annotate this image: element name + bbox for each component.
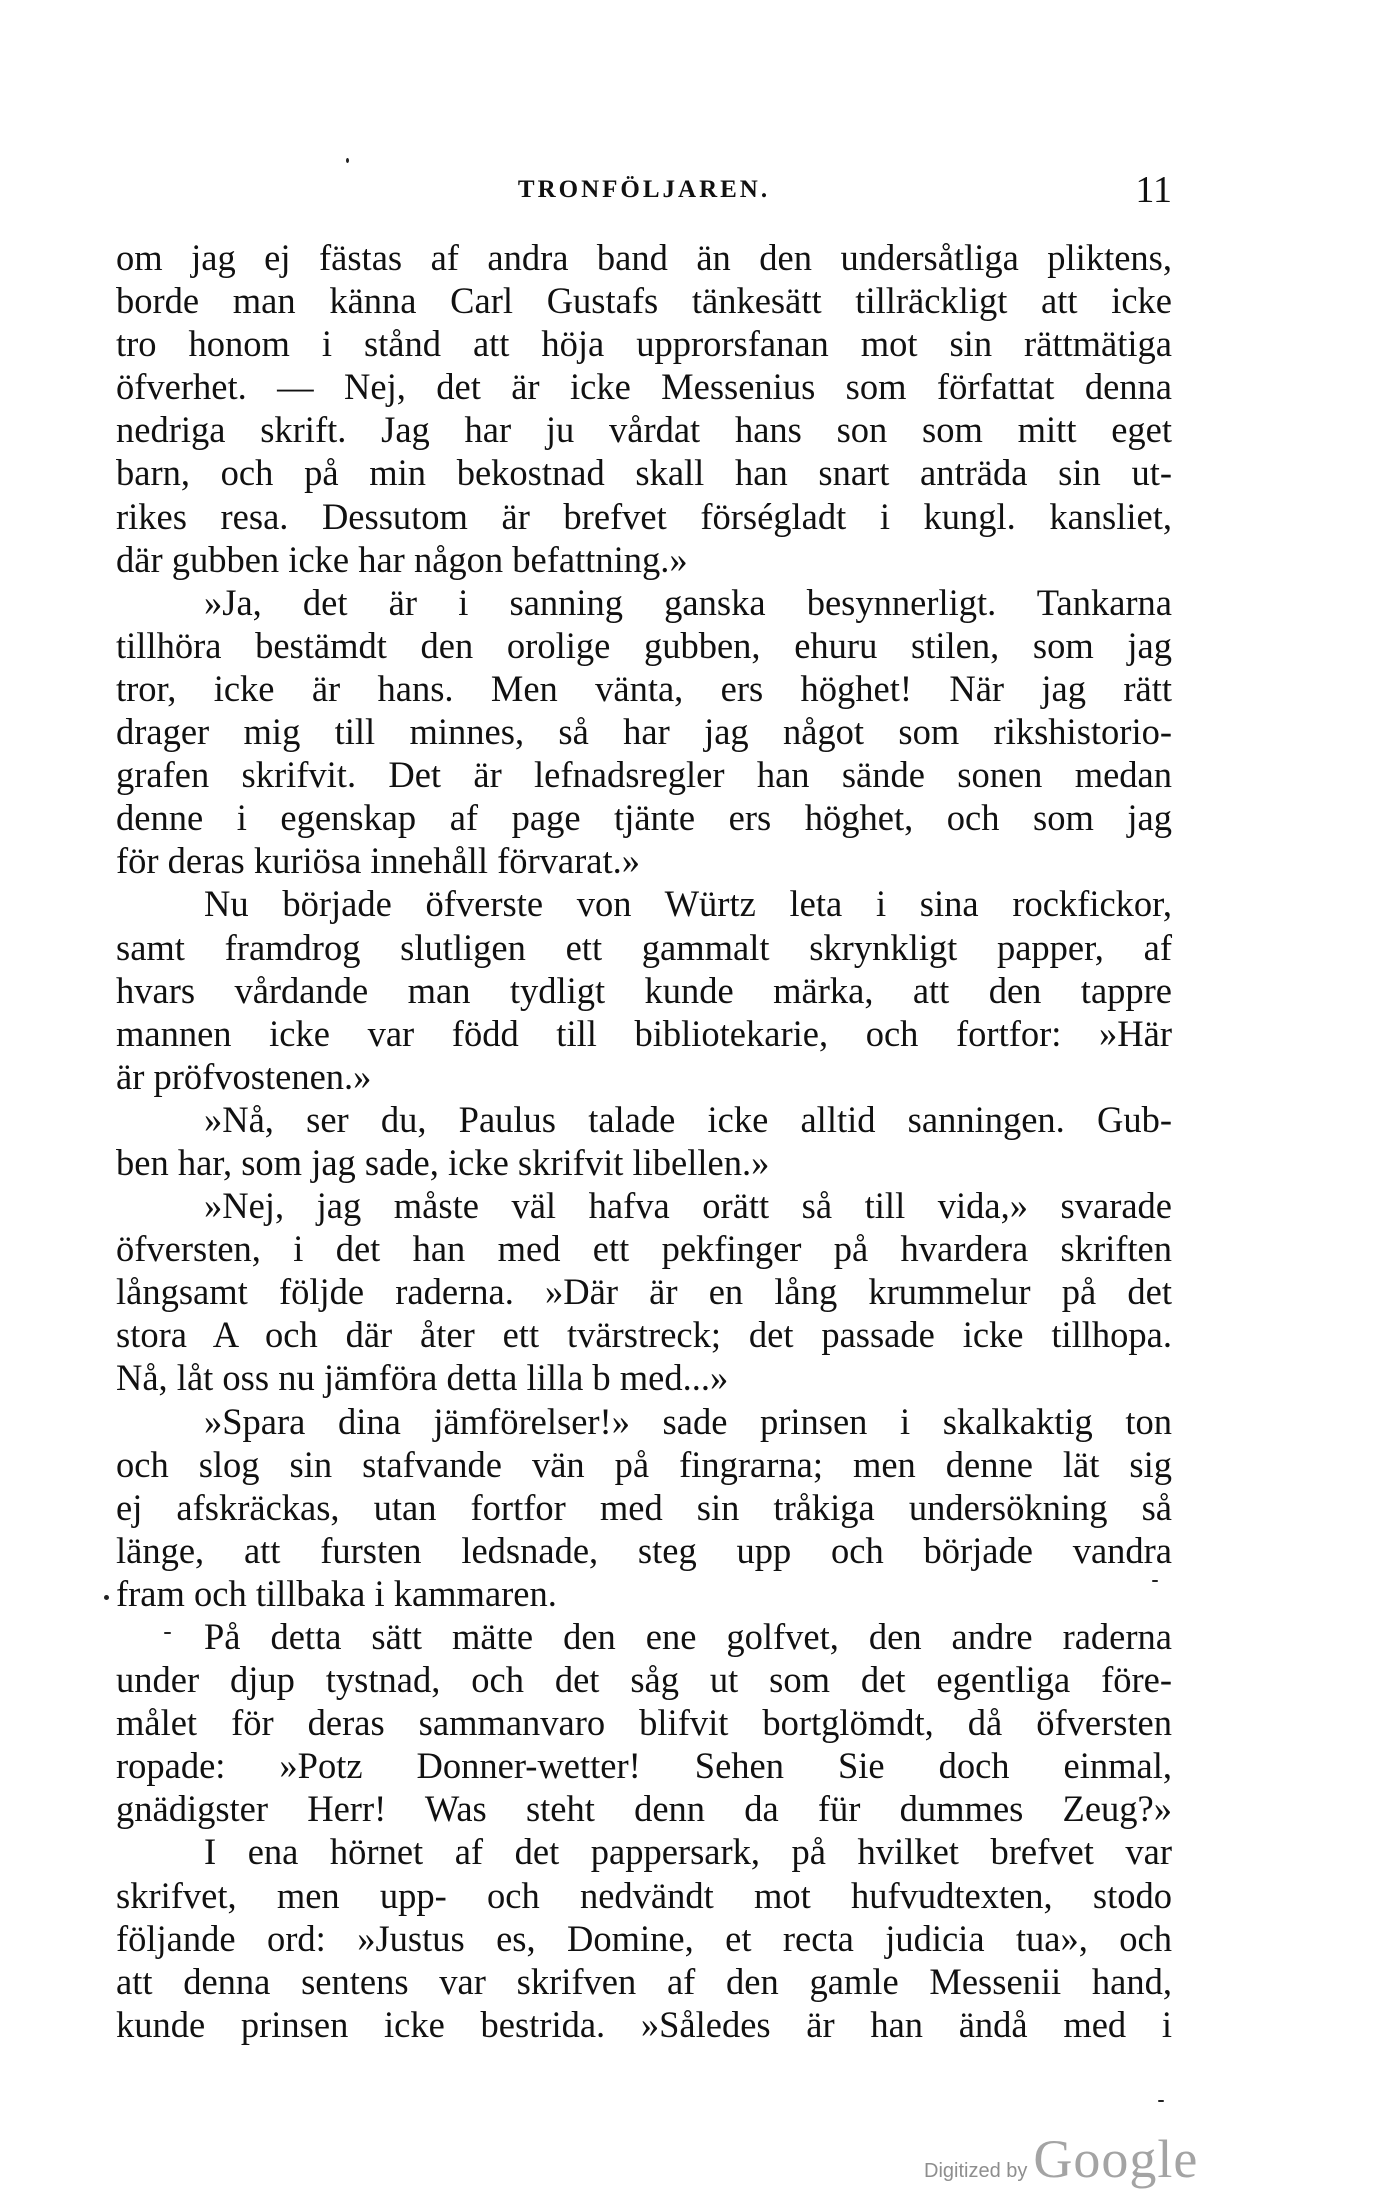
text-line: tror, icke är hans. Men vänta, ers höghet! När jag rätt — [116, 667, 1172, 709]
text-line: nedriga skrift. Jag har ju vårdat hans son som mitt eget — [116, 409, 1172, 451]
text-line: »Nej, jag måste väl hafva orätt så till vida,» svarade — [204, 1185, 1172, 1227]
body-text — [116, 236, 1172, 2046]
text-line: »Ja, det är i sanning ganska besynnerligt. Tankarna — [204, 581, 1172, 623]
text-line: rikes resa. Dessutom är brefvet förségladt i kungl. kansliet, — [116, 495, 1172, 537]
text-line: kunde prinsen icke bestrida. »Således är han ändå med i — [116, 2003, 1172, 2045]
text-line: under djup tystnad, och det såg ut som det egentliga före- — [116, 1659, 1172, 1701]
text-line: långsamt följde raderna. »Där är en lång krummelur på det — [116, 1271, 1172, 1313]
ink-speck — [1158, 2100, 1164, 2102]
text-line: tillhöra bestämdt den orolige gubben, ehuru stilen, som jag — [116, 624, 1172, 666]
text-line: drager mig till minnes, så har jag något som rikshistorio- — [116, 711, 1172, 753]
google-logo: Google — [1033, 2129, 1199, 2189]
text-line: »Spara dina jämförelser!» sade prinsen i skalkaktig ton — [204, 1400, 1172, 1442]
ink-speck — [1152, 1580, 1158, 1582]
text-line: denne i egenskap af page tjänte ers höghet, och som jag — [116, 797, 1172, 839]
text-line: ben har, som jag sade, icke skrifvit libellen.» — [116, 1141, 770, 1183]
text-line: barn, och på min bekostnad skall han snart anträda sin ut- — [116, 452, 1172, 494]
text-line: och slog sin stafvande vän på fingrarna; men denne lät sig — [116, 1443, 1172, 1485]
text-line: följande ord: »Justus es, Domine, et recta judicia tua», och — [116, 1917, 1172, 1959]
text-line: tro honom i stånd att höja upprorsfanan mot sin rättmätiga — [116, 323, 1172, 365]
text-line: borde man känna Carl Gustafs tänkesätt tillräckligt att icke — [116, 280, 1172, 322]
text-line: målet för deras sammanvaro blifvit bortglömdt, då öfversten — [116, 1702, 1172, 1744]
text-line: att denna sentens var skrifven af den gamle Messenii hand, — [116, 1960, 1172, 2002]
text-line: gnädigster Herr! Was steht denn da für dummes Zeug?» — [116, 1788, 1172, 1830]
text-line: öfverhet. — Nej, det är icke Messenius som författat denna — [116, 366, 1172, 408]
text-line: fram och tillbaka i kammaren. — [116, 1572, 557, 1614]
text-line: samt framdrog slutligen ett gammalt skrynkligt papper, af — [116, 926, 1172, 968]
text-line: är pröfvostenen.» — [116, 1055, 372, 1097]
text-line: På detta sätt mätte den ene golfvet, den andre raderna — [204, 1616, 1172, 1657]
text-line: ropade: »Potz Donner-wetter! Sehen Sie doch einmal, — [116, 1745, 1172, 1787]
text-line: öfversten, i det han med ett pekfinger på hvardera skriften — [116, 1228, 1172, 1270]
running-head — [116, 168, 1172, 211]
running-title: TRONFÖLJAREN. — [517, 176, 771, 203]
text-line: där gubben icke har någon befattning.» — [116, 538, 688, 580]
text-line: skrifvet, men upp- och nedvändt mot hufvudtexten, stodo — [116, 1874, 1172, 1916]
page-number: 11 — [1135, 169, 1172, 211]
text-line: för deras kuriösa innehåll förvarat.» — [116, 840, 640, 882]
watermark-prefix: Digitized by — [924, 2160, 1028, 2182]
ink-speck — [104, 1595, 109, 1600]
text-line: ej afskräckas, utan fortfor med sin tråkiga undersökning så — [116, 1486, 1172, 1528]
text-line: om jag ej fästas af andra band än den undersåtliga pliktens, — [116, 237, 1172, 278]
text-line: Nå, låt oss nu jämföra detta lilla b med...» — [116, 1357, 729, 1399]
text-line: stora A och där åter ett tvärstreck; det passade icke tillhopa. — [116, 1314, 1172, 1356]
text-line: mannen icke var född till bibliotekarie, och fortfor: »Här — [116, 1012, 1172, 1054]
text-line: »Nå, ser du, Paulus talade icke alltid sanningen. Gub- — [204, 1098, 1172, 1140]
text-line: grafen skrifvit. Det är lefnadsregler han sände sonen medan — [116, 754, 1172, 796]
digitized-by-google-watermark — [924, 2128, 1198, 2188]
ink-speck — [164, 1632, 171, 1634]
text-line: hvars vårdande man tydligt kunde märka, att den tappre — [116, 969, 1172, 1011]
text-line: Nu började öfverste von Würtz leta i sina rockfickor, — [204, 883, 1172, 925]
text-line: I ena hörnet af det pappersark, på hvilket brefvet var — [204, 1831, 1172, 1873]
text-line: länge, att fursten ledsnade, steg upp och började vandra — [116, 1529, 1172, 1571]
ink-speck — [346, 158, 349, 163]
